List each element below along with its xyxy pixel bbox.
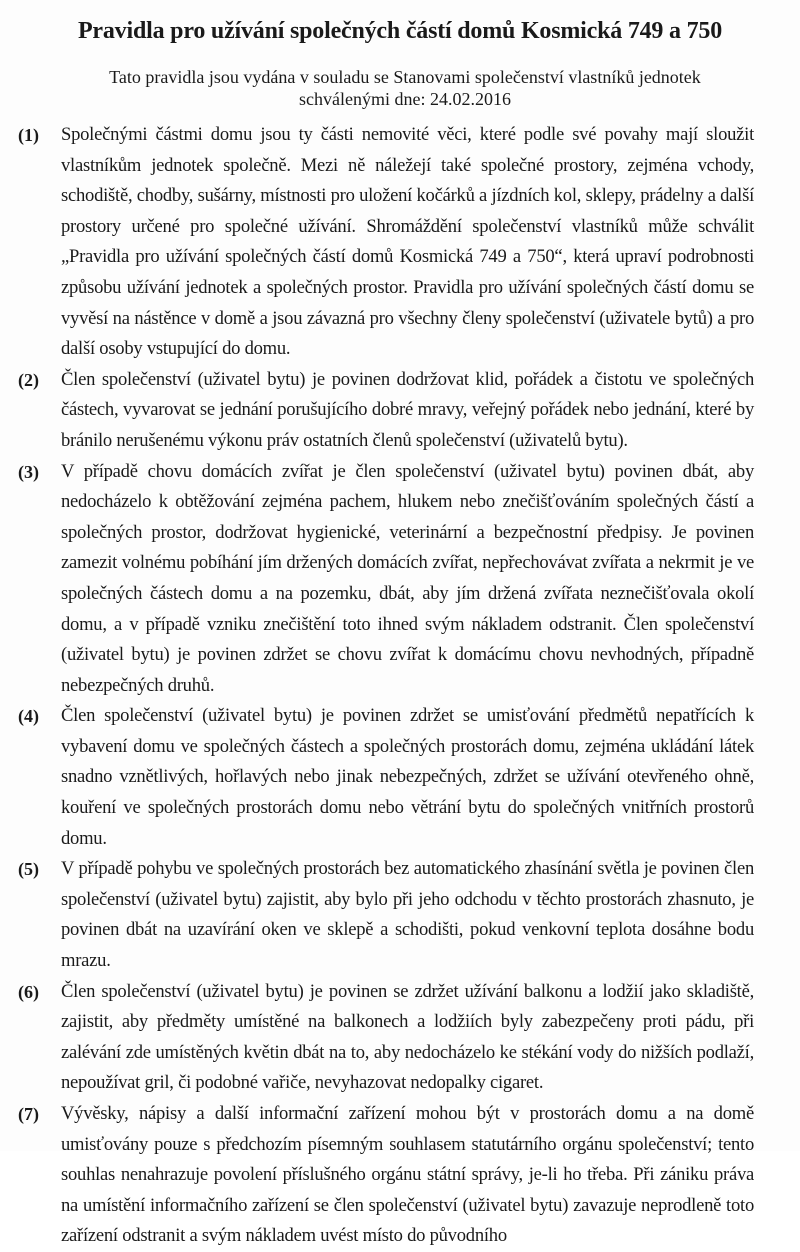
rule-text: V případě chovu domácích zvířat je člen společenství (uživatel bytu) povinen dbát, aby nedocházelo k obtěžování zejména pachem, hlukem nebo znečišťováním společných částí a společných prostor, dodržovat hygienické, veterinární a bezpečnostní předpisy. Je povinen zamezit volnému pobíhání jím držených domácích zvířat, nepřechovávat zvířata a nekrmit je ve společných částech domu a na pozemku, dbát, aby jím držená zvířata neznečišťovala okolí domu, a v případě vzniku znečištění toto ihned svým nákladem odstranit. Člen společenství (uživatel bytu) je povinen zdržet se chovu zvířat k domácímu chovu nevhodných, případně nebezpečných druhů. (61, 460, 754, 696)
document-subtitle (60, 66, 750, 110)
rule-item (18, 120, 754, 365)
subtitle-line-1: Tato pravidla jsou vydána v souladu se Stanovami společenství vlastníků jednotek (109, 67, 701, 87)
rule-text: Člen společenství (uživatel bytu) je povinen zdržet se umisťování předmětů nepatřících k vybavení domu ve společných částech a společných prostorách domu, zejména ukládání látek snadno vznětlivých, hořlavých nebo jinak nebezpečných, zdržet se užívání otevřeného ohně, kouření ve společných prostorách domu nebo větrání bytu do společných vnitřních prostorů domu. (61, 705, 754, 849)
rule-text: V případě pohybu ve společných prostorách bez automatického zhasínání světla je povinen člen společenství (uživatel bytu) zajistit, aby bylo při jeho odchodu v těchto prostorách zhasnuto, je povinen dbát na uzavírání oken ve sklepě a schodišti, pokud venkovní teplota dosáhne bodu mrazu. (61, 858, 754, 972)
rule-number: (4) (18, 706, 39, 727)
rule-number: (3) (18, 461, 39, 482)
rule-number: (7) (18, 1104, 39, 1124)
rule-item (18, 701, 754, 854)
rule-item (18, 457, 754, 702)
rule-item (18, 854, 754, 976)
rule-number: (1) (18, 125, 39, 145)
rule-text: Člen společenství (uživatel bytu) je povinen se zdržet užívání balkonu a lodžií jako skladiště, zajistit, aby předměty umístěné na balkonech a lodžiích byly zabezpečeny proti pádu, při zalévání zde umístěných květin dbát na to, aby nedocházelo ke stékání vody do nižších podlaží, nepoužívat gril, či podobné vařiče, nevyhazovat nedopalky cigaret. (61, 980, 754, 1094)
rules-list (18, 120, 754, 1252)
rule-item (18, 365, 754, 457)
rule-text: Člen společenství (uživatel bytu) je povinen dodržovat klid, pořádek a čistotu ve společných částech, vyvarovat se jednání porušujícího dobré mravy, veřejný pořádek nebo jednání, které by bránilo nerušenému výkonu práv ostatních členů společenství (uživatelů bytu). (61, 368, 754, 451)
rule-text: Společnými částmi domu jsou ty části nemovité věci, které podle své povahy mají sloužit vlastníkům jednotek společně. Mezi ně náležejí také společné prostory, zejména vchody, schodiště, chodby, sušárny, místnosti pro uložení kočárků a jízdních kol, sklepy, prádelny a další prostory určené pro společné užívání. Shromáždění společenství vlastníků může schválit „Pravidla pro užívání společných částí domů Kosmická 749 a 750“, která upraví podrobnosti způsobu užívání jednotek a společných prostor. Pravidla pro užívání společných částí domu se vyvěsí na nástěnce v domě a jsou závazná pro všechny členy společenství (uživatele bytů) a pro další osoby vstupující do domu. (61, 124, 754, 360)
rule-item (18, 1099, 754, 1252)
rule-number: (6) (18, 981, 39, 1002)
rule-text: Vývěsky, nápisy a další informační zařízení mohou být v prostorách domu a na domě umisťovány pouze s předchozím písemným souhlasem statutárního orgánu společenství; tento souhlas nenahrazuje povolení příslušného orgánu státní správy, je-li ho třeba. Při zániku práva na umístění informačního zařízení se člen společenství (uživatel bytu) zavazuje neprodleně toto zařízení odstranit a svým nákladem uvést místo do původního (61, 1103, 754, 1247)
subtitle-line-2: schválenými dne: 24.02.2016 (299, 89, 511, 109)
rule-number: (2) (18, 369, 39, 390)
rule-number: (5) (18, 859, 39, 880)
document-title: Pravidla pro užívání společných částí domů Kosmická 749 a 750 (77, 18, 723, 44)
rule-item (18, 977, 754, 1099)
